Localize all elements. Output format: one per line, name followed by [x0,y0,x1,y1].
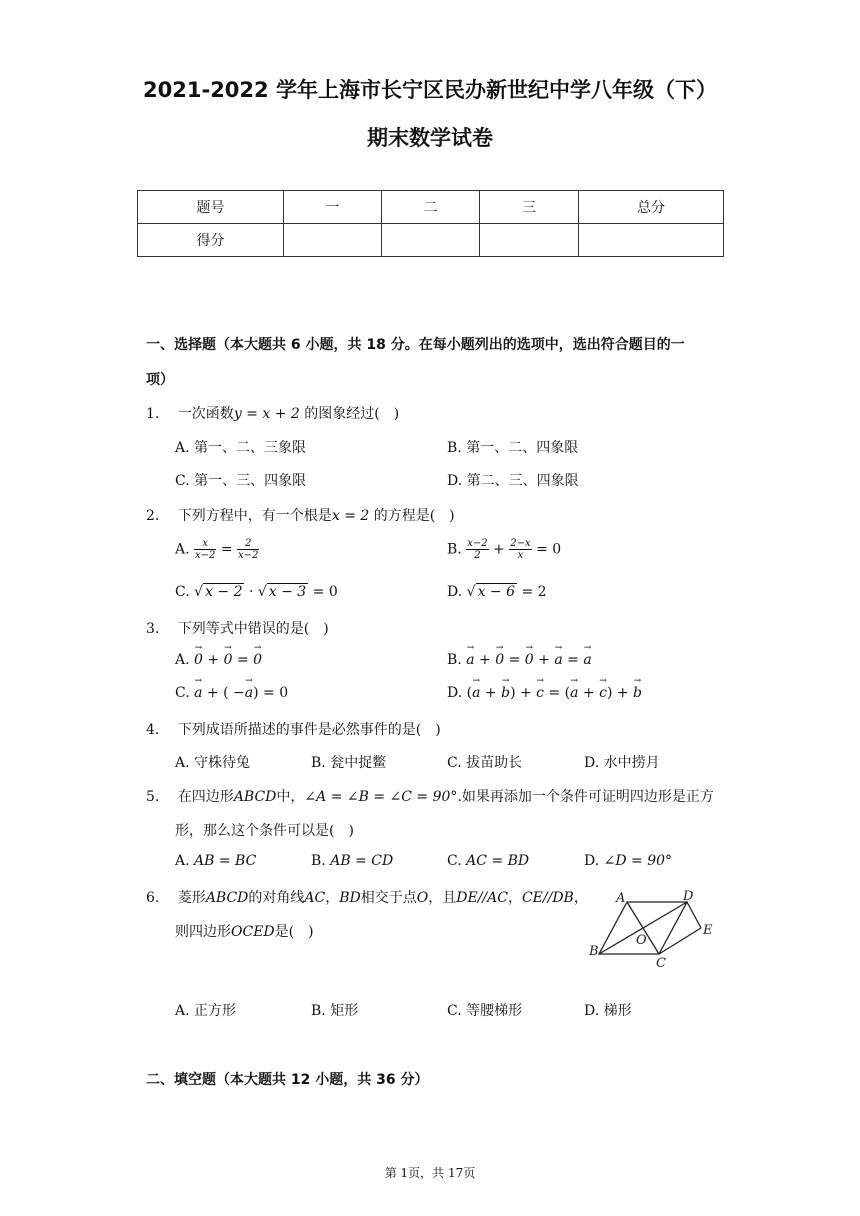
vector: → a [554,652,562,668]
score-cell [284,224,382,257]
vector: → b [501,685,510,701]
option-d[interactable]: D. √ x − 6 = 2 [447,584,547,600]
option-b[interactable]: B. 矩形 [311,1003,359,1019]
vector: → 0 [224,652,233,668]
question-4 [146,719,441,739]
vector: → b [633,685,642,701]
equals: = [220,541,233,558]
option-d[interactable]: D. 水中捞月 [584,755,660,771]
question-2 [146,505,455,525]
section1-heading: 一、选择题（本大题共 6 小题，共 18 分。在每小题列出的选项中，选出符合题目的一 [146,337,685,353]
option-label: B. [311,853,326,869]
section2-heading: 二、填空题（本大题共 12 小题，共 36 分） [146,1072,429,1088]
question-math: DE//AC [456,890,508,906]
rhombus-figure [584,886,718,968]
question-text: 在四边形 [177,789,234,805]
option-a[interactable]: A. → 0 + → 0 = → 0 [175,652,262,668]
score-header-cell: 一 [284,191,382,224]
option-b[interactable]: B. 第一、二、四象限 [447,440,579,456]
question-text: ， [573,890,588,906]
sqrt-expr: x − 2 [205,584,243,600]
point-label-o: O [636,933,647,948]
option-a[interactable]: A. 正方形 [175,1003,237,1019]
score-row-label: 得分 [138,224,284,257]
option-math: AB = BC [194,853,257,869]
vector: → a [570,685,578,701]
vector: → 0 [194,652,203,668]
option-label: A. [175,652,190,668]
question-math: ∠A = ∠B = ∠C = 90° [304,789,458,805]
question-text: 下列等式中错误的是( ) [177,621,329,637]
option-math: ∠D = 90° [603,853,673,869]
vector: → a [466,652,474,668]
question-6 [146,887,588,907]
option-label: A. [175,853,190,869]
question-number: 6. [146,890,160,906]
question-math: O [416,890,429,906]
option-c[interactable]: C. 等腰梯形 [447,1003,523,1019]
option-c[interactable]: C. 拔苗助长 [447,755,523,771]
page-title: 2021-2022 学年上海市长宁区民办新世纪中学八年级（下） [143,78,717,102]
point-label-c: C [656,956,666,968]
option-d[interactable]: D. (→ a + → b) + → c = (→ a + → c) + → b [447,685,642,701]
option-label: A. [175,541,190,558]
question-text: 下列方程中，有一个根是 [177,508,332,524]
question-text: 一次函数 [177,406,234,422]
option-label: C. [175,685,190,701]
vector: → a [245,685,253,701]
option-label: D. [584,853,600,869]
vector: → c [536,685,544,701]
option-b[interactable] [447,538,561,561]
point-label-a: A [616,891,626,906]
question-math: ABCD [205,890,249,906]
point-label-e: E [703,923,713,938]
option-c[interactable]: C. √ x − 2 · √ x − 3 = 0 [175,584,338,600]
option-label: C. [447,853,462,869]
segment-de [687,902,701,928]
question-5-cont: 形，那么这个条件可以是( ) [175,823,354,839]
question-text: ， [325,890,340,906]
score-table-row [138,224,724,257]
score-header-cell: 三 [480,191,579,224]
point-label-b: B [589,944,599,959]
question-text: 下列成语所描述的事件是必然事件的是( ) [177,722,441,738]
option-math: AB = CD [330,853,394,869]
page-subtitle: 期末数学试卷 [367,126,493,150]
sqrt-expr: x − 3 [268,584,307,600]
fraction: $\frac{2}{x-2}$ [238,538,259,561]
page-footer: 第 1页，共 17页 [384,1166,476,1180]
question-math: ABCD [233,789,277,805]
question-text: ，且 [428,890,457,906]
question-number: 1. [146,406,160,422]
vector: → a [472,685,480,701]
equals: = 0 [536,541,562,558]
question-math: BD [339,890,361,906]
score-cell [382,224,480,257]
option-b[interactable]: B. 瓮中捉鳖 [311,755,387,771]
question-math: x = 2 [331,508,370,524]
vector: → 0 [525,652,534,668]
question-5 [146,786,714,806]
question-math: AC [304,890,326,906]
question-text: 的图象经过( ) [304,406,400,422]
question-text: .如果再添加一个条件可证明四边形是正方 [457,789,714,805]
dot: · [248,584,254,600]
fraction: $\frac{x}{x-2}$ [195,538,216,561]
sqrt-expr: x − 6 [477,584,515,600]
question-6-cont [175,921,314,941]
point-label-d: D [683,889,694,904]
score-header-cell: 题号 [138,191,284,224]
option-label: B. [447,652,462,668]
question-text: 则四边形 [175,924,231,940]
question-number: 3. [146,621,160,637]
question-math: CE//DB [521,890,574,906]
fraction: $\frac{2-x}{x}$ [510,538,531,561]
option-a[interactable]: A. 守株待兔 [175,755,251,771]
vector: → a [583,652,591,668]
vector: → a [194,685,202,701]
option-d[interactable]: D. 梯形 [584,1003,632,1019]
option-a[interactable] [175,853,256,869]
option-b[interactable]: B. → a + → 0 = → 0 + → a = → a [447,652,592,668]
option-c[interactable]: C. 第一、三、四象限 [175,473,307,489]
option-label: D. [447,685,463,701]
option-label: C. [175,584,190,600]
question-text: 菱形 [177,890,206,906]
vector: → 0 [253,652,262,668]
section1-heading-cont: 项） [146,372,174,388]
score-table-header-row [138,191,724,224]
option-c[interactable] [447,853,529,869]
question-number: 2. [146,508,160,524]
option-a[interactable]: A. 第一、二、三象限 [175,440,307,456]
vector: → c [599,685,607,701]
equals: = 0 [312,584,338,600]
question-1 [146,403,399,423]
option-label: B. [447,541,462,558]
plus: + [493,541,505,558]
option-c[interactable]: C. → a + ( −→ a) = 0 [175,685,288,701]
equals: = 2 [521,584,547,600]
question-math: y = x + 2 [233,406,300,422]
score-header-cell: 二 [382,191,480,224]
option-math: AC = BD [466,853,530,869]
score-cell [579,224,724,257]
option-b[interactable] [311,853,393,869]
fraction: $\frac{x-2}{2}$ [467,538,488,561]
question-3 [146,618,329,638]
score-cell [480,224,579,257]
question-number: 5. [146,789,160,805]
question-number: 4. [146,722,160,738]
option-label: D. [447,584,463,600]
question-math: OCED [231,924,275,940]
score-header-cell: 总分 [579,191,724,224]
question-text: 相交于点 [360,890,417,906]
question-text: 的方程是( ) [373,508,455,524]
score-table [137,190,724,257]
question-text: 是( ) [274,924,314,940]
question-text: 中， [276,789,305,805]
option-d[interactable] [584,853,672,869]
option-a[interactable] [175,538,259,561]
question-text: ， [507,890,522,906]
question-text: 的对角线 [248,890,305,906]
option-d[interactable]: D. 第二、三、四象限 [447,473,579,489]
vector: → 0 [495,652,504,668]
